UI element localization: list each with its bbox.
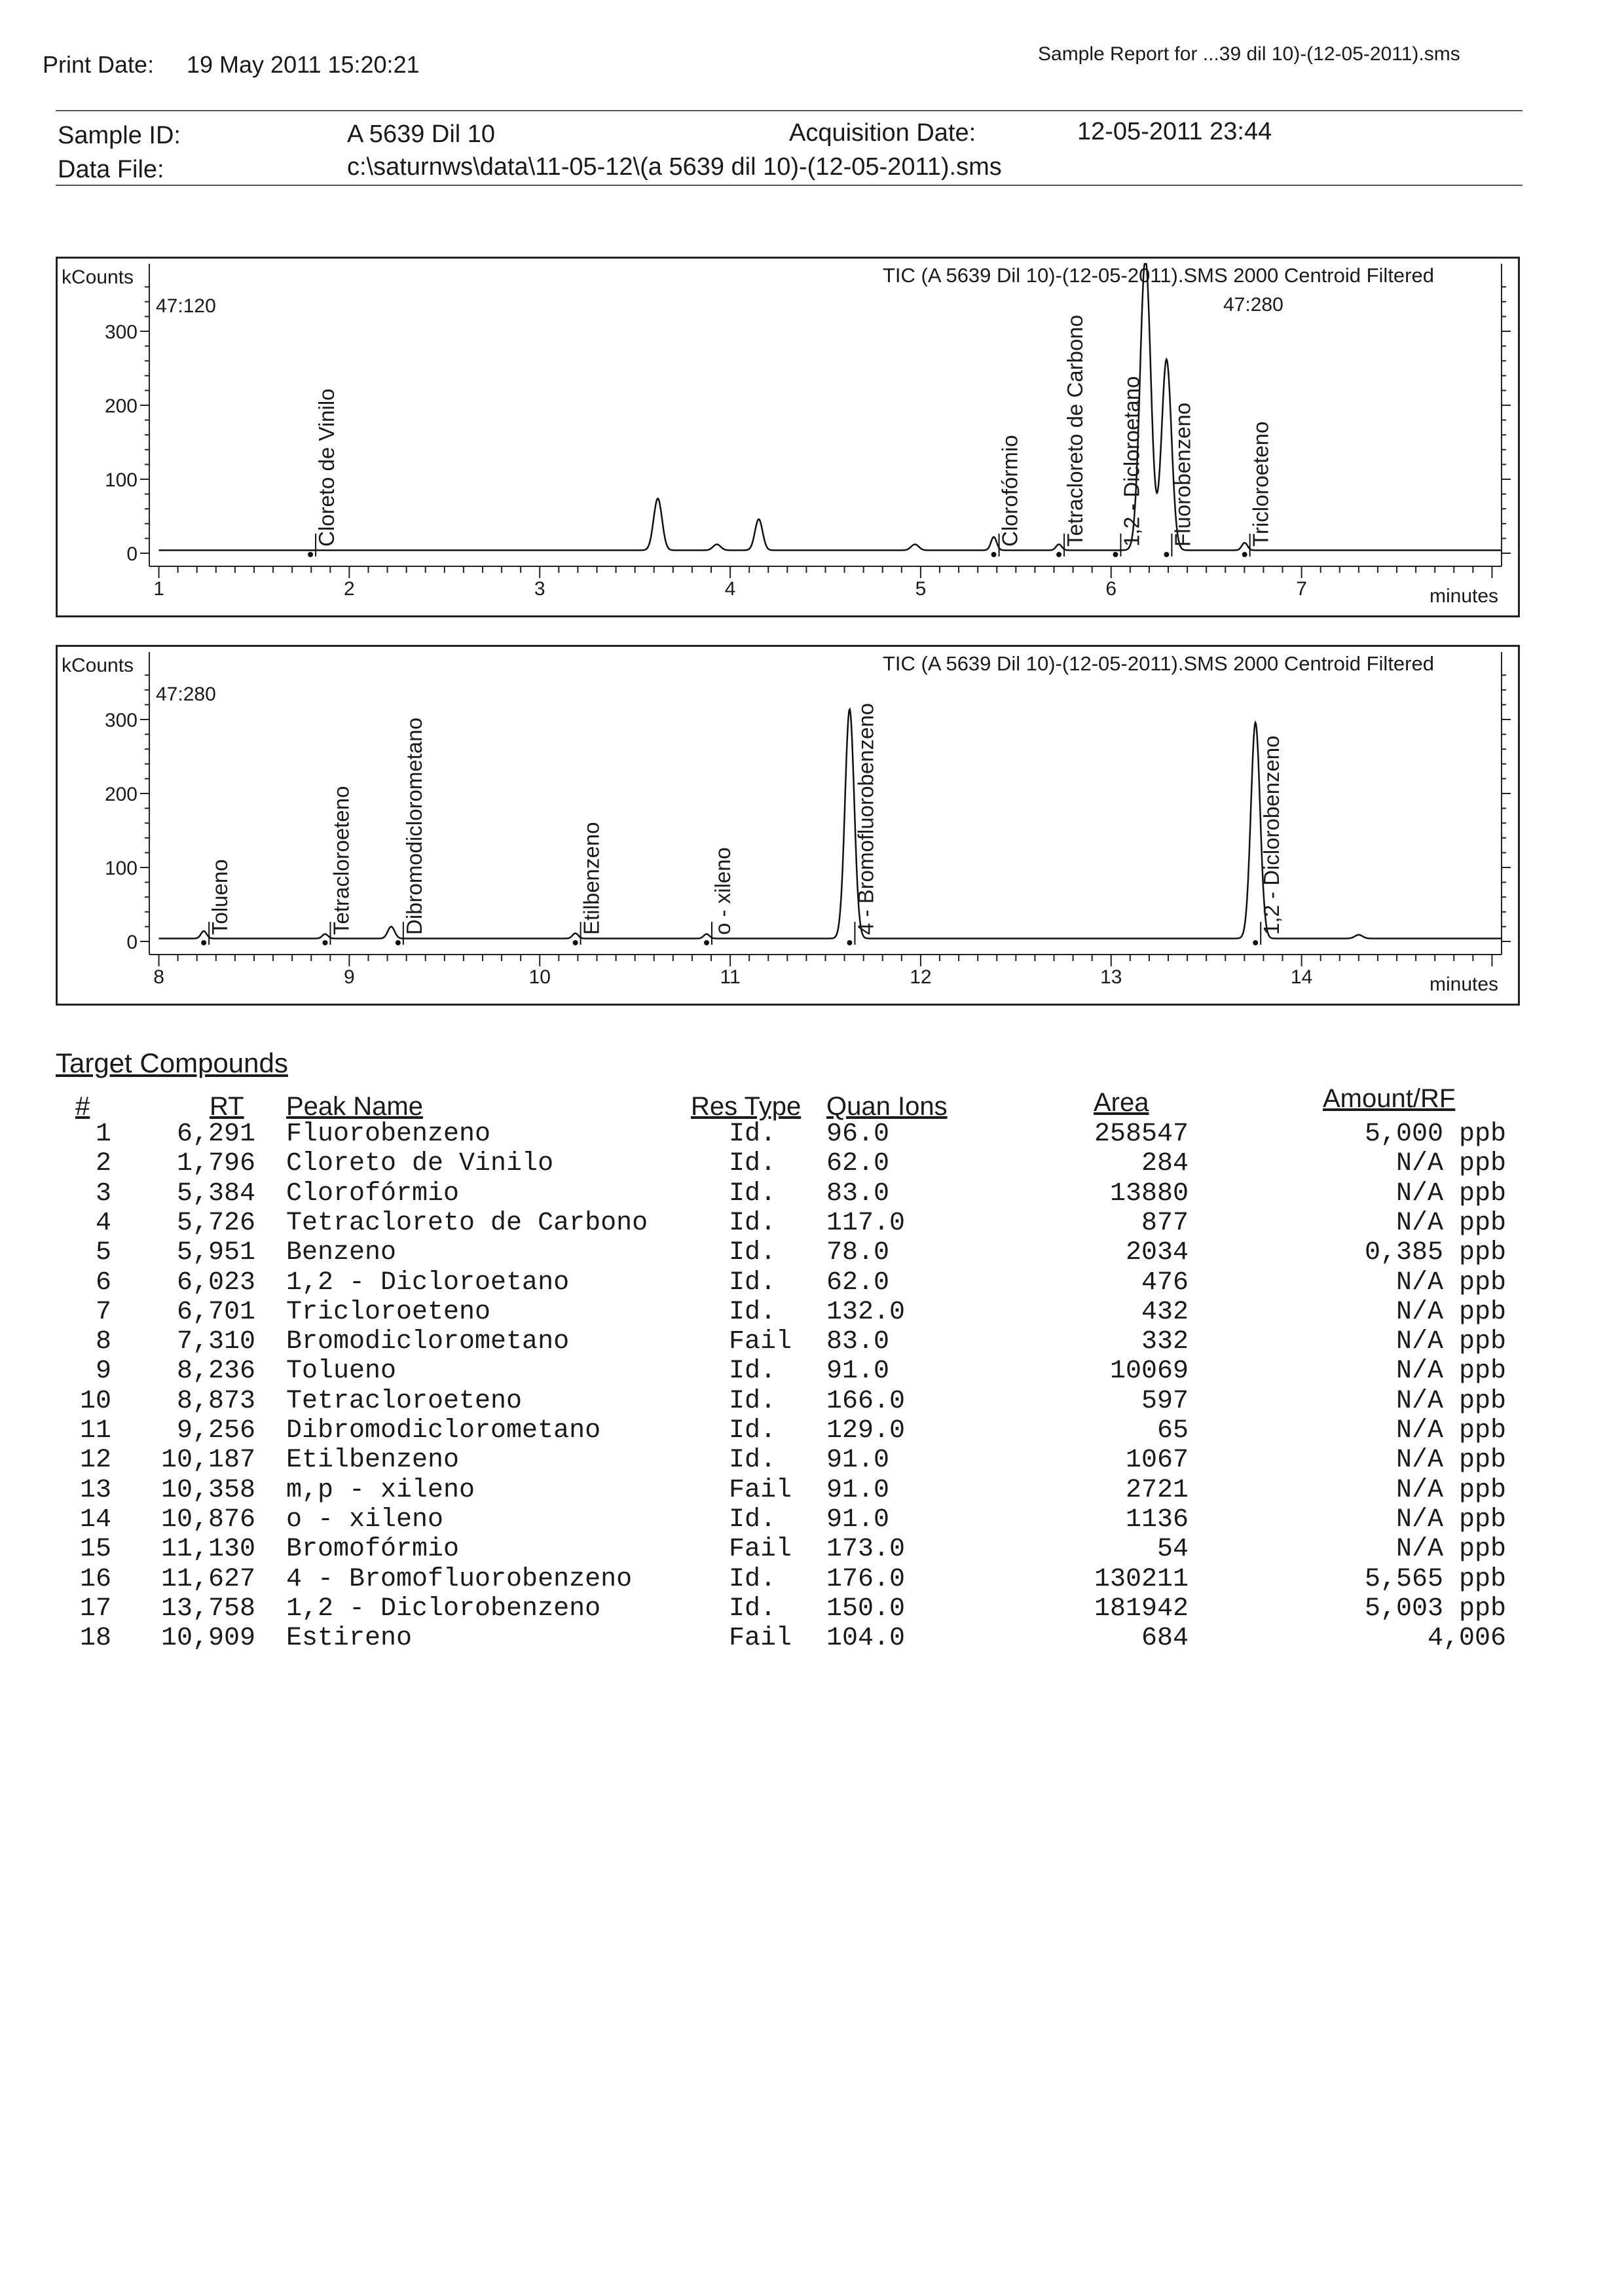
col-header-amount: Amount/RF [1323,1084,1456,1113]
table-body [0,1120,1624,1663]
data-file: c:\saturnws\data\11-05-12\(a 5639 dil 10)-(12-05-2011).sms [347,153,1002,181]
peak-marker [201,940,206,945]
chromatogram-1 [58,259,1518,615]
cell-amount: 4,006 [1427,1624,1506,1654]
table-row [0,1120,1624,1149]
cell-amount: N/A ppb [1395,1504,1506,1535]
cell-area: 684 [1141,1624,1189,1654]
cell-num: 6 [95,1267,111,1298]
peak-label: Tetracloroeteno [329,786,354,935]
peak-label: Etilbenzeno [579,822,604,935]
cell-name: Bromodiclorometano [286,1327,570,1357]
cell-quan: 91.0 [826,1446,890,1476]
peak-marker [396,940,401,945]
cell-quan: 129.0 [826,1416,906,1446]
cell-quan: 91.0 [826,1475,890,1505]
cell-amount: N/A ppb [1395,1208,1506,1238]
cell-name: Cloreto de Vinilo [286,1149,554,1179]
cell-num: 4 [95,1208,111,1238]
cell-name: Clorofórmio [286,1178,460,1209]
cell-name: 4 - Bromofluorobenzeno [286,1564,633,1594]
cell-amount: N/A ppb [1395,1386,1506,1416]
col-header-res-type: Res Type [691,1092,802,1121]
peak-label: Tetracloreto de Carbono [1063,314,1088,547]
cell-name: Fluorobenzeno [286,1120,491,1149]
cell-num: 18 [79,1624,111,1654]
cell-area: 2034 [1125,1238,1189,1268]
table-title: Target Compounds [56,1048,288,1078]
col-header-rt: RT [210,1092,244,1121]
peak-marker [1253,940,1258,945]
cell-area: 432 [1141,1297,1189,1327]
peak-marker [1056,552,1061,557]
cell-quan: 132.0 [826,1297,906,1327]
cell-res: Id. [729,1238,777,1268]
cell-area: 13880 [1109,1178,1189,1209]
table-row [0,1268,1624,1298]
cell-res: Id. [729,1178,777,1209]
cell-name: Etilbenzeno [286,1446,460,1476]
col-header-name: Peak Name [286,1092,423,1121]
data-file-label: Data File: [58,156,164,183]
x-axis-label: minutes [1430,585,1499,607]
table-row [0,1535,1624,1564]
peak-label: 1,2 - Dicloroetano [1119,376,1144,547]
cell-rt: 11,627 [160,1564,255,1594]
cell-res: Id. [729,1120,777,1149]
cell-name: Tricloroeteno [286,1297,491,1327]
cell-quan: 173.0 [826,1535,906,1565]
sample-id-label: Sample ID: [58,122,181,149]
cell-num: 1 [95,1120,111,1149]
peak-label: Dibromodiclorometano [401,718,426,935]
y-tick-label: 100 [104,469,138,491]
header-rule-top [56,110,1522,111]
tic-trace [159,709,1502,938]
cell-rt: 11,130 [160,1535,255,1565]
table-row [0,1565,1624,1594]
y-tick-label: 0 [126,932,138,953]
cell-name: Dibromodiclorometano [286,1416,601,1446]
cell-rt: 5,951 [176,1238,255,1268]
cell-name: m,p - xileno [286,1475,475,1505]
peak-label: 4 - Bromofluorobenzeno [853,702,878,935]
peak-label: o - xileno [710,847,735,935]
x-tick-label: 11 [720,966,741,988]
cell-num: 2 [95,1149,111,1179]
chart-title: TIC (A 5639 Dil 10)-(12-05-2011).SMS 2000 Centroid Filtered [883,264,1434,287]
y-axis-label: kCounts [62,655,134,676]
cell-quan: 91.0 [826,1357,890,1387]
cell-rt: 9,256 [176,1416,255,1446]
cell-amount: N/A ppb [1395,1475,1506,1505]
cell-num: 13 [79,1475,111,1505]
peak-marker [991,552,997,557]
col-header-quan-ions: Quan Ions [826,1092,948,1121]
col-header-num: # [75,1092,90,1121]
peak-marker [1242,552,1247,557]
cell-quan: 83.0 [826,1178,890,1209]
cell-amount: N/A ppb [1395,1178,1506,1209]
table-row [0,1298,1624,1327]
cell-rt: 8,236 [176,1357,255,1387]
peak-marker [573,940,578,945]
cell-quan: 62.0 [826,1267,890,1298]
cell-res: Fail [729,1475,792,1505]
peak-label: Tricloroeteno [1248,421,1273,547]
cell-amount: N/A ppb [1395,1535,1506,1565]
x-tick-label: 9 [344,966,355,988]
cell-res: Id. [729,1564,777,1594]
cell-area: 181942 [1094,1594,1189,1624]
cell-res: Fail [729,1624,792,1654]
cell-rt: 1,796 [176,1149,255,1179]
cell-quan: 83.0 [826,1327,890,1357]
x-tick-label: 10 [528,966,551,988]
peak-marker [308,552,313,557]
cell-num: 16 [79,1564,111,1594]
table-row [0,1209,1624,1238]
cell-num: 17 [79,1594,111,1624]
cell-amount: 0,385 ppb [1364,1238,1506,1268]
peak-marker [1113,552,1118,557]
table-row [0,1179,1624,1209]
cell-num: 8 [95,1327,111,1357]
cell-name: Tetracloroeteno [286,1386,523,1416]
cell-amount: N/A ppb [1395,1149,1506,1179]
cell-num: 9 [95,1357,111,1387]
cell-res: Fail [729,1535,792,1565]
chart-title: TIC (A 5639 Dil 10)-(12-05-2011).SMS 2000 Centroid Filtered [883,652,1434,675]
cell-res: Id. [729,1357,777,1387]
cell-quan: 96.0 [826,1120,890,1149]
col-header-area: Area [1094,1088,1149,1117]
table-row [0,1357,1624,1386]
cell-res: Id. [729,1267,777,1298]
cell-amount: N/A ppb [1395,1267,1506,1298]
cell-amount: N/A ppb [1395,1416,1506,1446]
table-row [0,1505,1624,1535]
print-date-label: Print Date: [43,51,155,78]
cell-rt: 10,876 [160,1504,255,1535]
cell-res: Id. [729,1416,777,1446]
table-row [0,1416,1624,1446]
cell-num: 3 [95,1178,111,1209]
table-row [0,1327,1624,1357]
print-date: 19 May 2011 15:20:21 [187,51,420,78]
cell-res: Id. [729,1446,777,1476]
acquisition-date-label: Acquisition Date: [789,119,976,147]
cell-area: 332 [1141,1327,1189,1357]
cell-res: Id. [729,1386,777,1416]
cell-area: 877 [1141,1208,1189,1238]
report-title: Sample Report for ...39 dil 10)-(12-05-2011).sms [1038,43,1460,65]
cell-amount: N/A ppb [1395,1327,1506,1357]
y-tick-label: 0 [126,543,138,565]
cell-quan: 117.0 [826,1208,906,1238]
cell-area: 10069 [1109,1357,1189,1387]
cell-amount: N/A ppb [1395,1297,1506,1327]
cell-rt: 6,023 [176,1267,255,1298]
cell-quan: 62.0 [826,1149,890,1179]
x-tick-label: 13 [1100,966,1122,988]
cell-rt: 10,909 [160,1624,255,1654]
x-tick-label: 2 [344,578,355,600]
cell-name: 1,2 - Dicloroetano [286,1267,570,1298]
x-tick-label: 14 [1290,966,1313,988]
x-tick-label: 7 [1296,578,1307,600]
cell-area: 258547 [1094,1120,1189,1149]
peak-label: Clorofórmio [997,435,1022,547]
cell-res: Id. [729,1297,777,1327]
cell-res: Id. [729,1594,777,1624]
cell-quan: 78.0 [826,1238,890,1268]
cell-rt: 8,873 [176,1386,255,1416]
table-row [0,1446,1624,1475]
cell-area: 597 [1141,1386,1189,1416]
cell-area: 65 [1156,1416,1189,1446]
cell-area: 1067 [1125,1446,1189,1476]
table-row [0,1476,1624,1505]
table-row [0,1624,1624,1653]
cell-num: 11 [79,1416,111,1446]
cell-quan: 166.0 [826,1386,906,1416]
cell-num: 15 [79,1535,111,1565]
y-tick-label: 300 [104,710,138,731]
table-row [0,1149,1624,1178]
cell-name: Tetracloreto de Carbono [286,1208,648,1238]
cell-rt: 7,310 [176,1327,255,1357]
cell-name: Tolueno [286,1357,397,1387]
header-rule-bottom [56,185,1522,186]
peak-label: Cloreto de Vinilo [314,388,339,547]
x-tick-label: 1 [153,578,164,600]
cell-quan: 150.0 [826,1594,906,1624]
scan-range-left: 47:120 [156,295,216,317]
cell-num: 7 [95,1297,111,1327]
cell-area: 1136 [1125,1504,1189,1535]
cell-area: 130211 [1094,1564,1189,1594]
table-row [0,1238,1624,1267]
x-tick-label: 8 [153,966,164,988]
cell-quan: 176.0 [826,1564,906,1594]
cell-rt: 10,358 [160,1475,255,1505]
x-tick-label: 3 [534,578,545,600]
table-row [0,1594,1624,1624]
cell-res: Fail [729,1327,792,1357]
cell-res: Id. [729,1149,777,1179]
scan-range-right: 47:280 [1223,294,1283,316]
peak-marker [1164,552,1169,557]
cell-rt: 5,384 [176,1178,255,1209]
cell-rt: 6,701 [176,1297,255,1327]
cell-area: 2721 [1125,1475,1189,1505]
x-tick-label: 4 [724,578,736,600]
cell-res: Id. [729,1208,777,1238]
y-tick-label: 100 [104,858,138,879]
cell-rt: 5,726 [176,1208,255,1238]
cell-num: 10 [79,1386,111,1416]
cell-amount: N/A ppb [1395,1446,1506,1476]
cell-num: 5 [95,1238,111,1268]
x-axis-label: minutes [1430,974,1499,995]
table-row [0,1387,1624,1416]
chromatogram-2 [58,647,1518,1004]
cell-num: 14 [79,1504,111,1535]
cell-rt: 10,187 [160,1446,255,1476]
scan-range-left: 47:280 [156,683,216,705]
cell-name: Estireno [286,1624,413,1654]
cell-rt: 6,291 [176,1120,255,1149]
cell-area: 54 [1156,1535,1189,1565]
cell-area: 476 [1141,1267,1189,1298]
chromatogram-panel-2 [56,645,1520,1006]
cell-res: Id. [729,1504,777,1535]
x-tick-label: 5 [915,578,927,600]
chromatogram-panel-1 [56,257,1520,617]
cell-num: 12 [79,1446,111,1476]
tic-trace [159,264,1502,551]
peak-marker [847,940,852,945]
y-axis-label: kCounts [62,266,134,288]
cell-name: Bromofórmio [286,1535,460,1565]
peak-marker [322,940,327,945]
cell-amount: N/A ppb [1395,1357,1506,1387]
peak-label: Tolueno [208,859,232,935]
cell-amount: 5,565 ppb [1364,1564,1506,1594]
x-tick-label: 12 [910,966,932,988]
cell-rt: 13,758 [160,1594,255,1624]
cell-area: 284 [1141,1149,1189,1179]
peak-label: Fluorobenzeno [1170,402,1195,547]
cell-amount: 5,003 ppb [1364,1594,1506,1624]
acquisition-date: 12-05-2011 23:44 [1077,118,1272,145]
y-tick-label: 200 [104,784,138,805]
peak-label: 1,2 - Diclorobenzeno [1259,735,1284,935]
cell-name: 1,2 - Diclorobenzeno [286,1594,601,1624]
cell-amount: 5,000 ppb [1364,1120,1506,1149]
y-tick-label: 200 [104,395,138,417]
cell-quan: 104.0 [826,1624,906,1654]
cell-quan: 91.0 [826,1504,890,1535]
peak-marker [704,940,709,945]
cell-name: Benzeno [286,1238,397,1268]
cell-name: o - xileno [286,1504,444,1535]
x-tick-label: 6 [1105,578,1117,600]
y-tick-label: 300 [104,321,138,343]
sample-id: A 5639 Dil 10 [347,120,496,148]
